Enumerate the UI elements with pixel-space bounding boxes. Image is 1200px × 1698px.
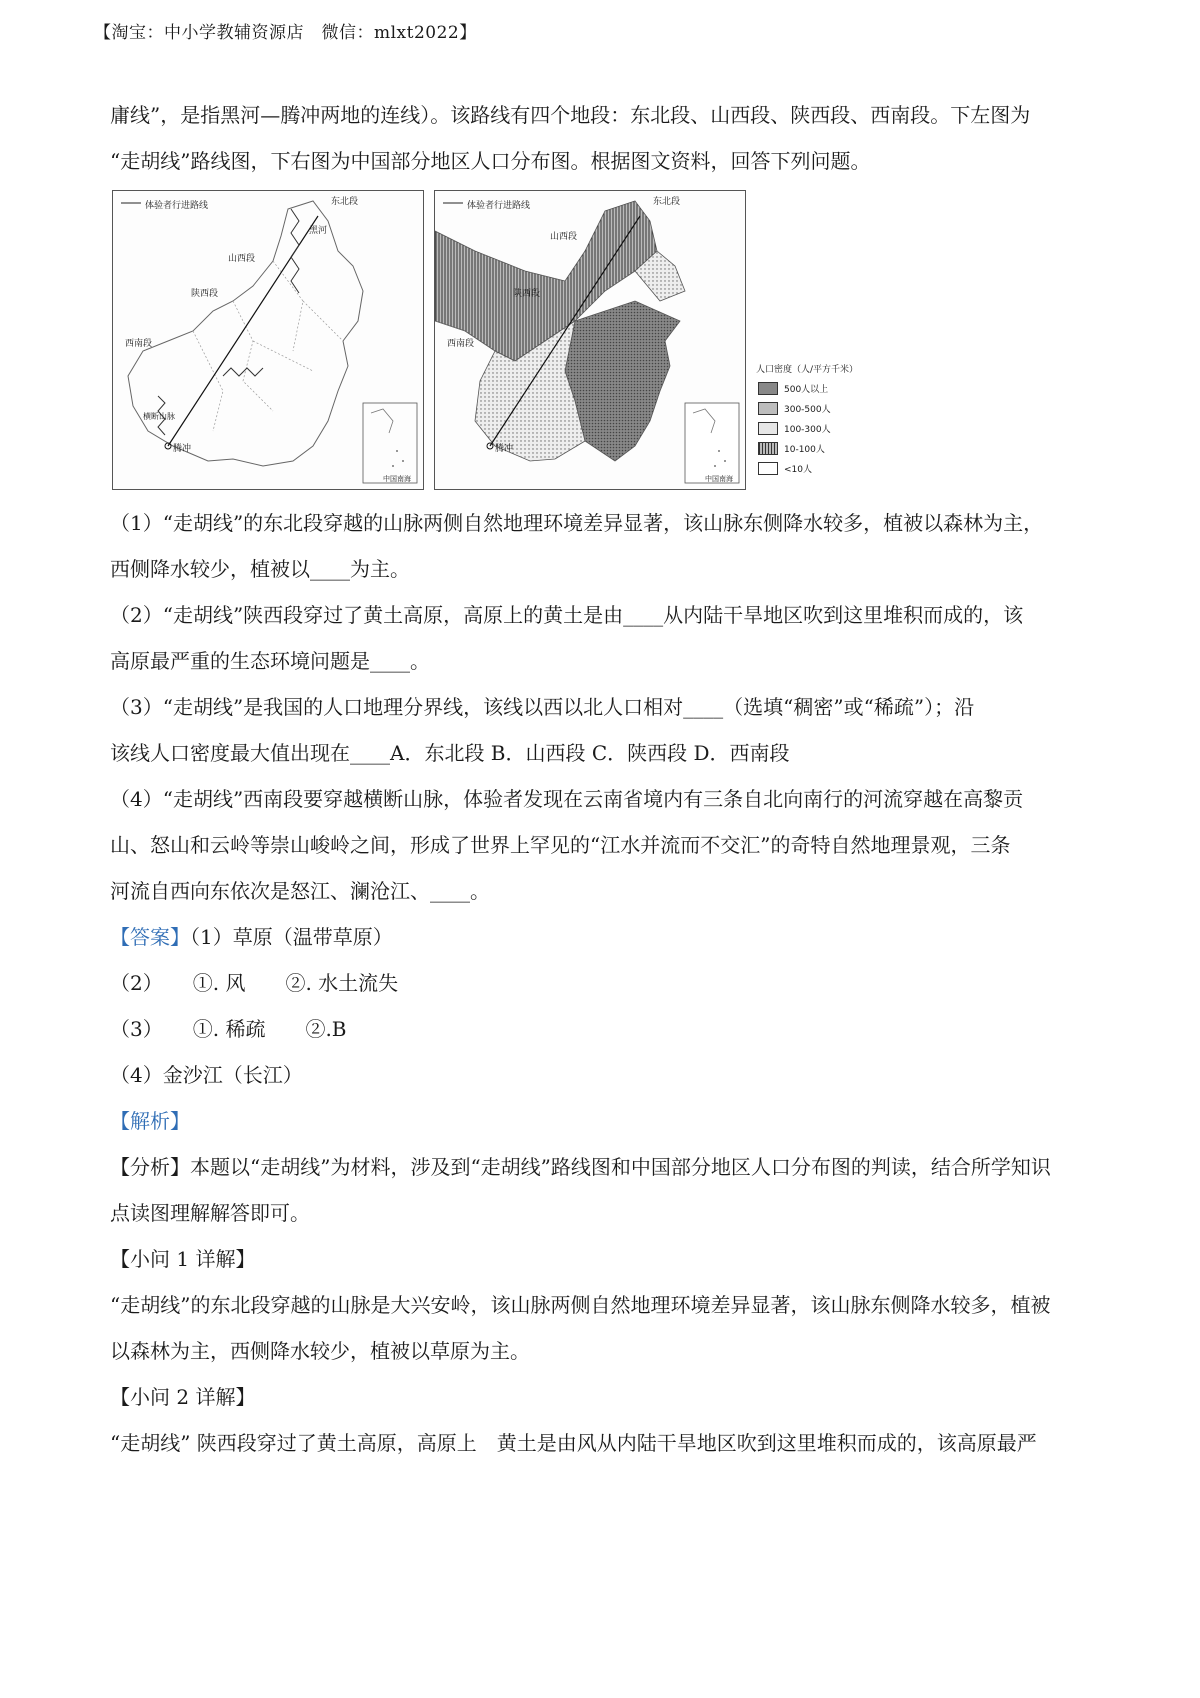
q2-detail-line-1: “走胡线” 陕西段穿过了黄土高原，高原上 黄土是由风从内陆干旱地区吹到这里堆积而成的，该高原最严 [110,1431,1037,1455]
label-shaanxi-right: 陕西段 [513,289,541,299]
label-tengchong-right: 腾冲 [495,444,514,454]
label-xinan: 西南段 [125,339,153,349]
label-shanxi-right: 山西段 [550,232,578,242]
population-map [434,190,746,490]
density-legend [756,190,866,488]
q1-detail-line-1: “走胡线”的东北段穿越的山脉是大兴安岭，该山脉两侧自然地理环境差异显著，该山脉东侧降水较多，植被 [110,1293,1051,1317]
answer-4: （4）金沙江（长江） [110,1063,303,1087]
density-legend-title: 人口密度（人/平方千米） [756,365,859,375]
q4-line-3: 河流自西向东依次是怒江、澜沧江、____。 [110,879,490,903]
q4-line-1: （4）“走胡线”西南段要穿越横断山脉，体验者发现在云南省境内有三条自北向南行的河流穿越在高黎贡 [110,787,1024,811]
legend-swatch-3 [758,422,778,435]
answer-tag: 【答案】 [110,925,190,949]
q1-line-2: 西侧降水较少，植被以____为主。 [110,557,410,581]
legend-item-5 [758,462,812,475]
figure-maps [112,190,1100,490]
q2-line-2: 高原最严重的生态环境问题是____。 [110,649,430,673]
label-shanxi: 山西段 [228,254,256,264]
legend-swatch-5 [758,462,778,475]
document-body [110,92,1100,1466]
analysis-tag: 【解析】 [110,1109,190,1133]
label-dongbei: 东北段 [331,197,359,207]
legend-label-3: 100-300人 [784,425,831,435]
legend-label-1: 500人以上 [784,385,829,395]
q2-detail-tag: 【小问 2 详解】 [110,1385,256,1409]
route-map [112,190,424,490]
legend-label-4: 10-100人 [784,445,825,455]
label-tengchong: 腾冲 [173,444,192,454]
answer-2: （2） ①. 风 ②. 水土流失 [110,971,399,995]
q4-line-2: 山、怒山和云岭等崇山峻岭之间，形成了世界上罕见的“江水并流而不交汇”的奇特自然地理景观，三条 [110,833,1011,857]
answer-1: （1）草原（温带草原） [190,925,393,949]
label-shaanxi: 陕西段 [191,289,219,299]
fenxi-line-2: 点读图理解解答即可。 [110,1201,310,1225]
answer-3: （3） ①. 稀疏 ②.B [110,1017,347,1041]
page-header: 【淘宝：中小学教辅资源店 微信：mlxt2022】 [94,23,477,43]
population-map-svg [435,191,745,489]
q1-line-1: （1）“走胡线”的东北段穿越的山脉两侧自然地理环境差异显著，该山脉东侧降水较多，植被以森林为主， [110,511,1044,535]
label-nanhai-right: 中国南海 [705,475,733,483]
intro-line-2: “走胡线”路线图，下右图为中国部分地区人口分布图。根据图文资料，回答下列问题。 [110,149,871,173]
q3-line-1: （3）“走胡线”是我国的人口地理分界线，该线以西以北人口相对____（选填“稠密”或“稀疏”）；沿 [110,695,975,719]
legend-label-5: <10人 [784,465,812,475]
answer-line-1 [110,914,1100,960]
route-legend-label: 体验者行进路线 [145,201,209,211]
label-nanhai-left: 中国南海 [383,475,411,483]
q1-detail-tag: 【小问 1 详解】 [110,1247,256,1271]
label-heihe: 黑河 [309,226,328,236]
legend-item-3 [758,422,831,435]
intro-line-1: 庸线”，是指黑河—腾冲两地的连线）。该路线有四个地段：东北段、山西段、陕西段、西南段。下左图为 [110,103,1031,127]
legend-item-2 [758,402,831,415]
legend-swatch-2 [758,402,778,415]
route-map-svg [113,191,423,489]
q1-detail-line-2: 以森林为主，西侧降水较少，植被以草原为主。 [110,1339,530,1363]
legend-swatch-4 [758,442,778,455]
legend-item-4 [758,442,825,455]
population-legend-label: 体验者行进路线 [467,201,531,211]
label-dongbei-right: 东北段 [653,197,681,207]
q3-line-2: 该线人口密度最大值出现在____A．东北段 B．山西段 C．陕西段 D．西南段 [110,741,790,765]
label-xinan-right: 西南段 [447,339,475,349]
legend-label-2: 300-500人 [784,405,831,415]
fenxi-line-1: 【分析】本题以“走胡线”为材料，涉及到“走胡线”路线图和中国部分地区人口分布图的判读，结合所学知识 [110,1155,1051,1179]
legend-item-1 [758,382,828,395]
label-range: 横断山脉 [143,412,175,421]
q2-line-1: （2）“走胡线”陕西段穿过了黄土高原，高原上的黄土是由____从内陆干旱地区吹到这里堆积而成的，该 [110,603,1024,627]
legend-swatch-1 [758,382,778,395]
